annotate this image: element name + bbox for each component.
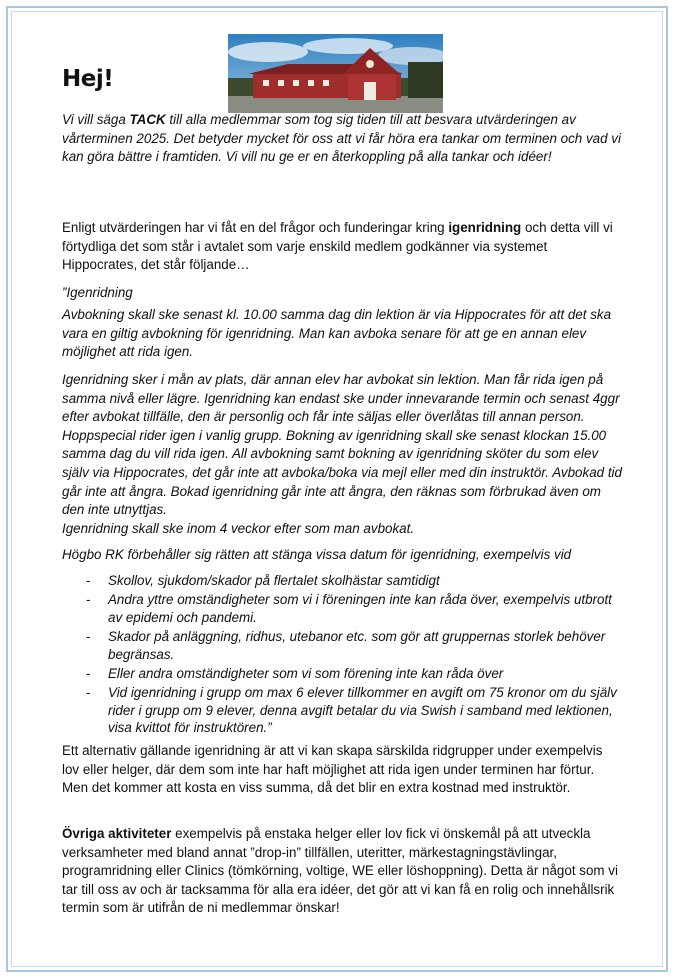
evaluation-paragraph: Enligt utvärderingen har vi fåt en del frågor och funderingar kring igenridning och detta vill vi förtydliga det som står i avtalet som varje enskild medlem godkänner via systemet Hippocrates, det står följande… <box>62 220 613 273</box>
quote-paragraph-deadline: Igenridning skall ske inom 4 veckor efter som man avbokat. <box>62 521 415 536</box>
list-item: - Skador på anläggning, ridhus, utebanor etc. som gör att gruppernas storlek behöver begränsas. <box>86 629 606 662</box>
quote-paragraph-cancellation: Avbokning skall ske senast kl. 10.00 samma dag din lektion är via Hippocrates för att det ska vara en giltig avbokning för igenridning. Man kan avboka senare för att ge en annan elev möjlighet att rida igen. <box>62 307 612 360</box>
list-item: - Eller andra omständigheter som vi som förening inte kan råda över <box>86 666 504 682</box>
alternative-paragraph: Ett alternativ gällande igenridning är att vi kan skapa särskilda ridgrupper under exempelvis lov eller helger, där dem som inte har haft möjlighet att rida igen under terminen har förtur. Men det kommer att kosta en viss summa, då det blir en extra kostnad med instruktör. <box>62 743 603 796</box>
other-activities-paragraph: Övriga aktiviteter exempelvis på enstaka helger eller lov fick vi önskemål på att utveckla verksamheter med bland annat ”drop-in” tillfällen, uteritter, märkestagningstävlingar, programridning eller Clinics (tömkörning, voltige, WE eller löshoppning). Detta är något som vi tar till oss av och är tacksamma för alla era idéer, det gör att vi kan få en rolig och innehållsrik termin som är utifrån de ni medlemmar önskar! <box>62 826 618 916</box>
igenridning-emphasis: igenridning <box>448 220 522 235</box>
quote-paragraph-closing-dates: Högbo RK förbehåller sig rätten att stänga vissa datum för igenridning, exempelvis vid <box>62 547 572 562</box>
other-activities-emphasis: Övriga aktiviteter <box>62 826 172 841</box>
list-item: - Vid igenridning i grupp om max 6 elever tillkommer en avgift om 75 kronor om du själv rider i grupp om 9 elever, denna avgift betalar du via Swish i samband med lektionen, visa kvittot för instruktören.” <box>86 685 617 736</box>
red-barn-photo <box>228 34 443 113</box>
page-title: Hej! <box>62 66 114 92</box>
thanks-emphasis: TACK <box>129 112 166 127</box>
intro-paragraph: Vi vill säga TACK till alla medlemmar som tog sig tiden till att besvara utvärderingen av vårterminen 2025. Det betyder mycket för oss att vi får höra era tankar om terminen och vad vi kan göra bättre i framtiden. Vi vill nu ge er en återkoppling på alla tankar och idéer! <box>62 112 621 165</box>
closing-reasons-list <box>62 572 622 739</box>
quote-paragraph-rules: Igenridning sker i mån av plats, där annan elev har avbokat sin lektion. Man får rida igen på samma nivå eller lägre. Igenridning kan endast ske under innevarande termin och senast 4ggr efter avbokat tillfälle, den är personlig och får inte säljas eller överlåtas till annan person. Hoppspecial rider igen i vanlig grupp. Bokning av igenridning skall ske senast klockan 15.00 samma dag du vill rida igen. All avbokning samt bokning av igenridning sköter du som elev själv via Hippocrates, det går inte att avboka/boka via mejl eller med din instruktör. Avbokad tid går inte att ångra. Bokad igenridning går inte att ångra, den räknas som förbrukad även om den inte utnyttjas. <box>62 372 622 518</box>
list-item: - Skollov, sjukdom/skador på flertalet skolhästar samtidigt <box>86 573 440 588</box>
quote-heading: ”Igenridning <box>62 285 133 300</box>
list-item: - Andra yttre omständigheter som vi i föreningen inte kan råda över, exempelvis utbrott av epidemi och pandemi. <box>86 592 612 625</box>
